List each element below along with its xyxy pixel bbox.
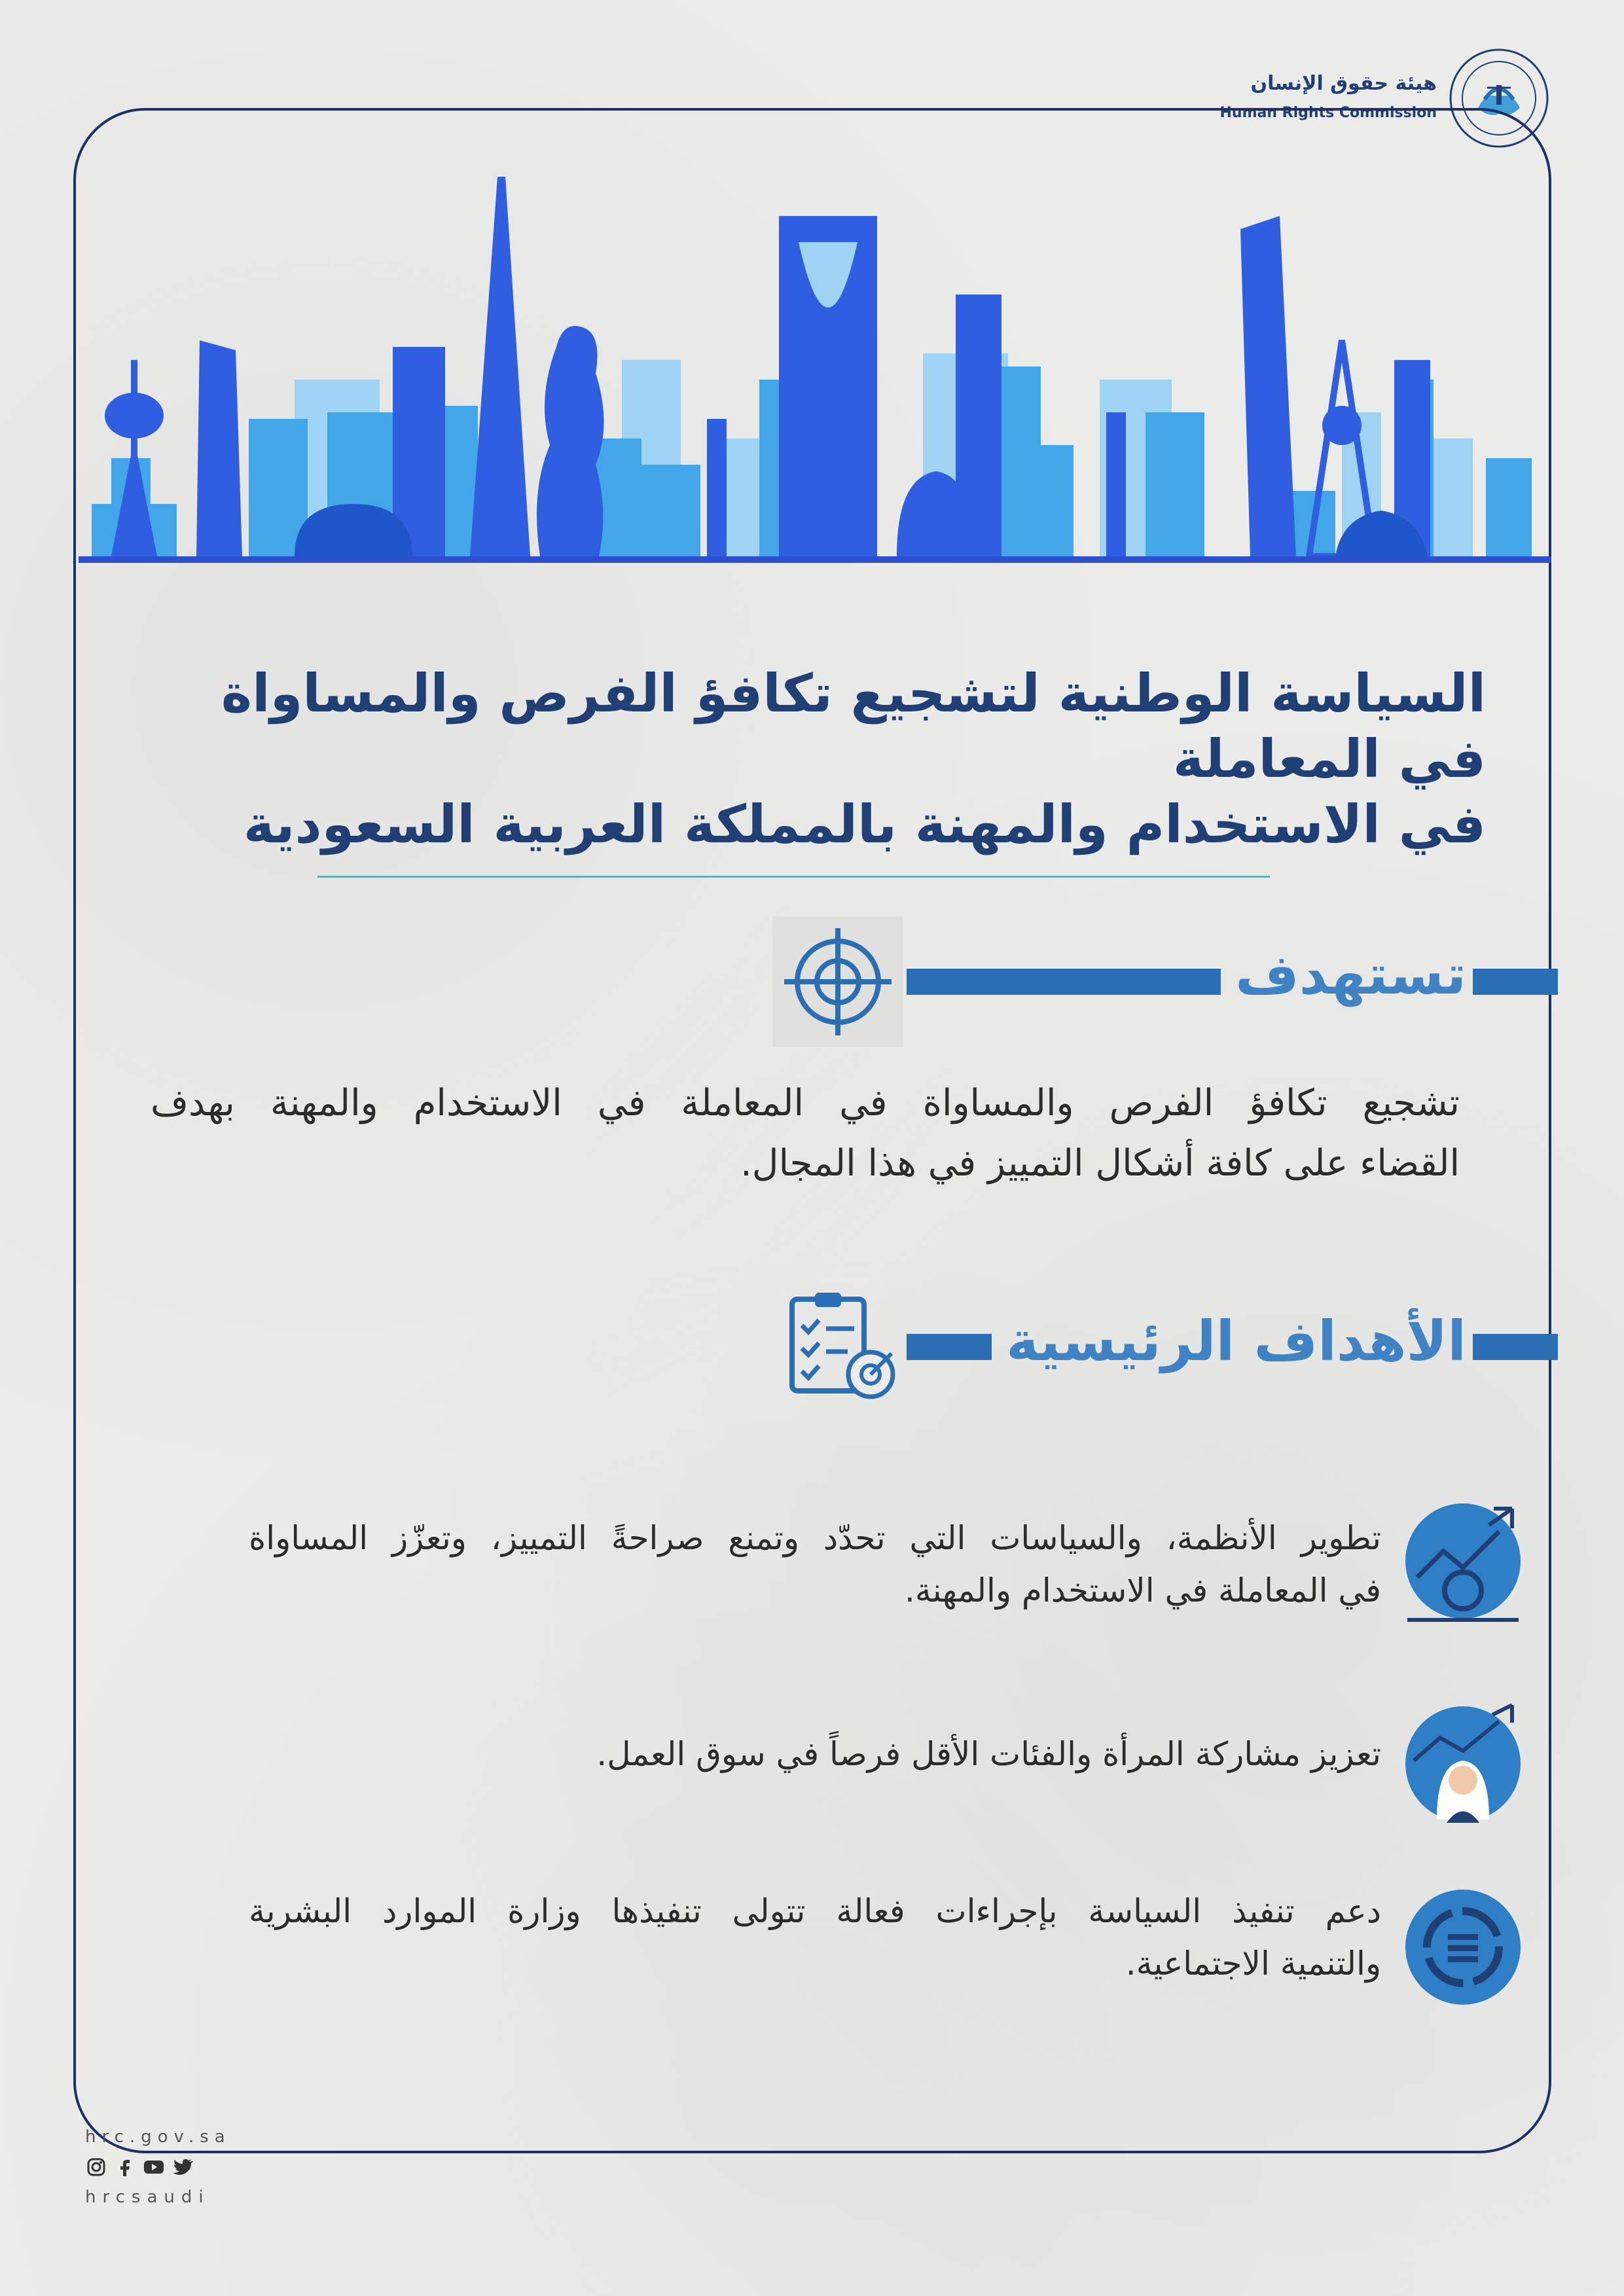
footer-social: [85, 2127, 236, 2207]
instagram-icon[interactable]: [85, 2156, 107, 2178]
growth-gear-icon: [1401, 1499, 1525, 1623]
woman-growth-icon: [1401, 1702, 1525, 1826]
social-icons-row: [85, 2156, 236, 2178]
target-body-line-2: القضاء على كافة أشكال التمييز في هذا المجال.: [740, 1142, 1460, 1185]
target-body-line-1: تشجيع تكافؤ الفرص والمساواة في المعاملة في الاستخدام والمهنة بهدف: [151, 1082, 1460, 1124]
org-name-arabic: هيئة حقوق الإنسان: [1250, 72, 1437, 95]
header-bar-left: [907, 969, 1221, 995]
target-heading: تستهدف: [1235, 942, 1466, 1007]
cycle-arrows-icon: [1401, 1885, 1525, 2009]
target-paragraph: [151, 1073, 1460, 1194]
checklist-target-icon: [772, 1283, 903, 1414]
header-bar-left: [907, 1334, 992, 1360]
goals-section-header: [772, 1283, 1558, 1414]
twitter-icon[interactable]: [171, 2156, 194, 2178]
social-handle[interactable]: hrcsaudi: [85, 2187, 210, 2207]
header-bar-right: [1473, 969, 1558, 995]
goal-1-line-2: في المعاملة في الاستخدام والمهنة.: [904, 1571, 1381, 1609]
goals-heading: الأهداف الرئيسية: [1006, 1309, 1466, 1373]
org-name-english: Human Rights Commission: [1219, 105, 1437, 121]
goal-3-line-2: والتنمية الاجتماعية.: [1125, 1945, 1381, 1982]
title-divider: [317, 876, 1270, 878]
facebook-icon[interactable]: [114, 2156, 136, 2178]
goal-item-1: [249, 1512, 1381, 1617]
riyadh-skyline-illustration: [79, 164, 1551, 622]
goal-item-3: [249, 1885, 1381, 1990]
goal-item-2: [249, 1728, 1381, 1780]
goal-3-line-1: دعم تنفيذ السياسة بإجراءات فعالة تتولى تنفيذها وزارة الموارد البشرية: [249, 1892, 1381, 1930]
header-bar-right: [1473, 1334, 1558, 1360]
goal-1-line-1: تطوير الأنظمة، والسياسات التي تحدّد وتمنع صراحةً التمييز، وتعزّز المساواة: [249, 1519, 1381, 1557]
title-line-2: في الاستخدام والمهنة بالمملكة العربية السعودية: [243, 794, 1486, 855]
title-line-1: السياسة الوطنية لتشجيع تكافؤ الفرص والمساواة في المعاملة: [221, 663, 1486, 789]
target-section-header: [772, 916, 1558, 1047]
page-title: [196, 661, 1486, 857]
website-url[interactable]: hrc.gov.sa: [85, 2127, 231, 2147]
crosshair-target-icon: [772, 916, 903, 1047]
goal-2-line-1: تعزيز مشاركة المرأة والفئات الأقل فرصاً في سوق العمل.: [596, 1735, 1381, 1773]
youtube-icon[interactable]: [143, 2156, 165, 2178]
